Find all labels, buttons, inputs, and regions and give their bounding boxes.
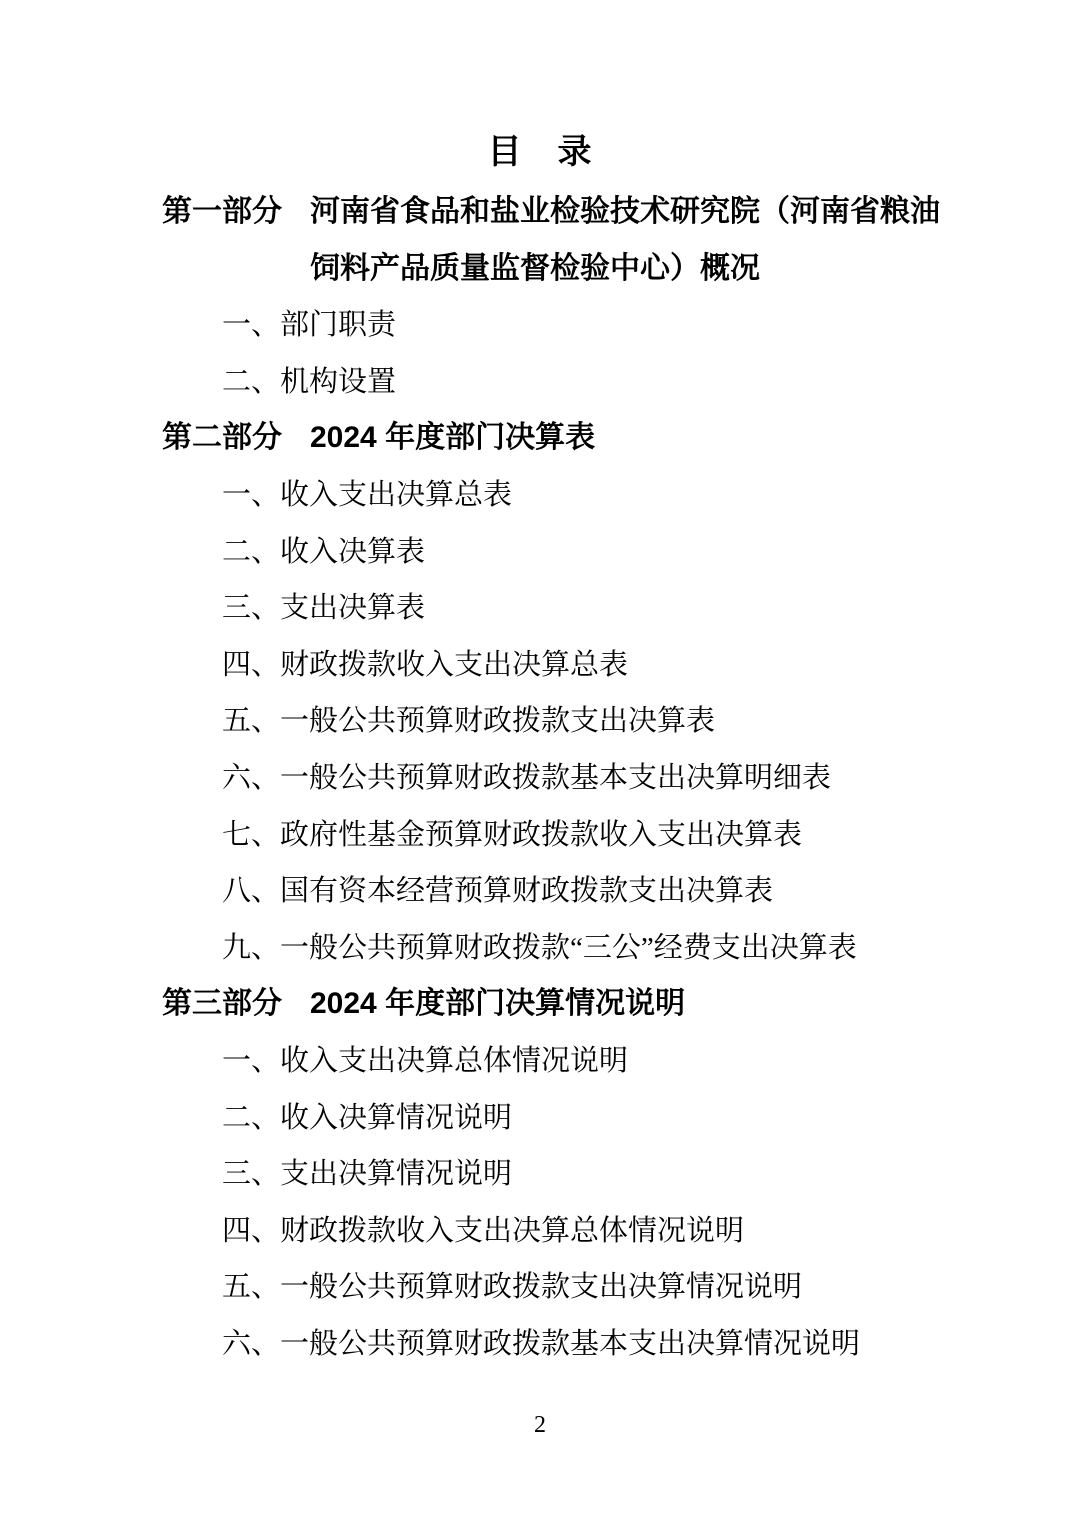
toc-item: 二、收入决算情况说明 [222,1101,513,1134]
toc-item: 九、一般公共预算财政拨款“三公”经费支出决算表 [222,931,857,964]
part-title-line: 2024 年度部门决算情况说明 [310,987,686,1021]
toc-list [0,184,1080,1372]
toc-part-entry [0,184,1080,297]
toc-item: 五、一般公共预算财政拨款支出决算情况说明 [222,1271,803,1304]
part-title [310,184,1080,297]
toc-item: 六、一般公共预算财政拨款基本支出决算情况说明 [222,1327,861,1360]
toc-item: 一、收入支出决算总体情况说明 [222,1044,629,1077]
page-number: 2 [534,1412,546,1438]
toc-item: 三、支出决算情况说明 [222,1158,513,1191]
part-label: 第一部分 [162,195,282,228]
toc-part-entry [0,976,1080,1033]
toc-item: 八、国有资本经营预算财政拨款支出决算表 [222,875,774,908]
part-title [310,410,1080,467]
toc-item: 七、政府性基金预算财政拨款收入支出决算表 [222,818,803,851]
toc-item: 二、收入决算表 [222,535,426,568]
part-label: 第二部分 [162,421,282,455]
part-label: 第三部分 [162,987,282,1021]
toc-item: 二、机构设置 [222,365,397,398]
page-title: 目 录 [487,133,593,171]
part-title [310,976,1080,1033]
toc-item: 四、财政拨款收入支出决算总体情况说明 [222,1214,745,1247]
toc-item: 三、支出决算表 [222,592,426,625]
toc-item: 五、一般公共预算财政拨款支出决算表 [222,705,716,738]
toc-part-entry [0,410,1080,467]
toc-item: 四、财政拨款收入支出决算总表 [222,648,629,681]
part-title-line: 2024 年度部门决算表 [310,421,596,455]
toc-item: 一、部门职责 [222,309,397,342]
part-title-line: 饲料产品质量监督检验中心）概况 [310,251,760,285]
part-title-line: 河南省食品和盐业检验技术研究院（河南省粮油 [310,195,940,228]
toc-item: 六、一般公共预算财政拨款基本支出决算明细表 [222,761,832,794]
toc-item: 一、收入支出决算总表 [222,478,513,511]
